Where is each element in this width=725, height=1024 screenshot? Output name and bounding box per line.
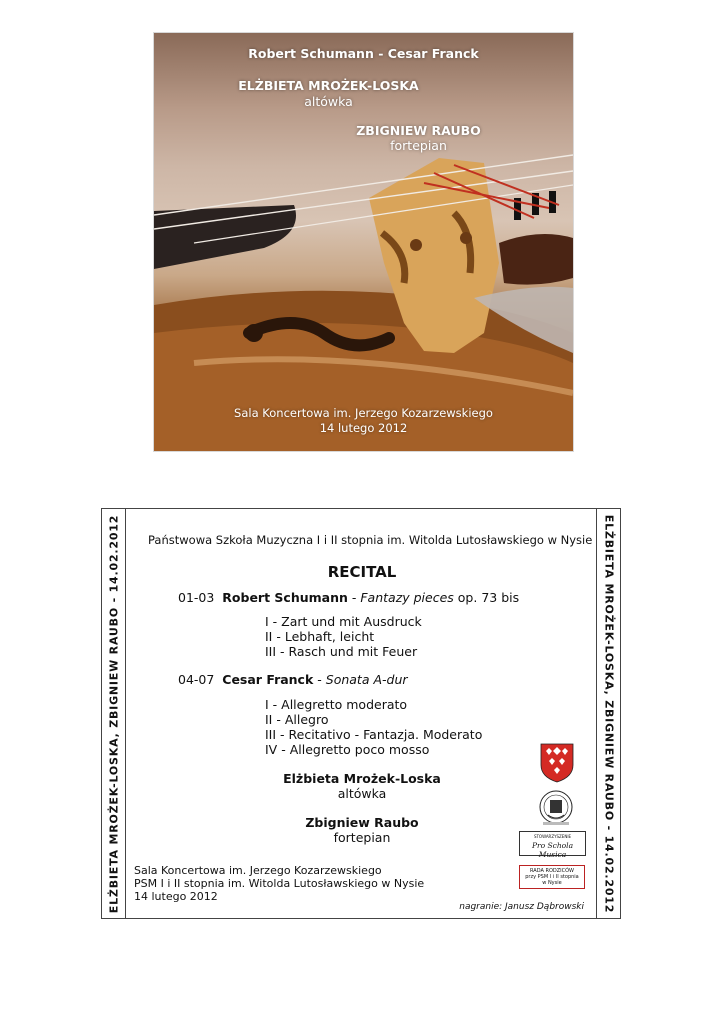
movement-item: II - Allegro	[265, 712, 329, 727]
cover-composers: Robert Schumann - Cesar Franck	[248, 46, 479, 61]
work-title: Sonata A-dur	[325, 672, 408, 687]
performer-name: Elżbieta Mrożek-Loska	[283, 771, 441, 786]
cover-date: 14 lutego 2012	[319, 421, 408, 435]
cover-performer2-instrument: fortepian	[390, 138, 447, 153]
program-item-schumann: 01-03 Robert Schumann - Fantazy pieces op. 73 bis	[178, 590, 520, 605]
track-range: 04-07	[178, 672, 215, 687]
movement-item: I - Allegretto moderato	[265, 697, 408, 712]
recital-title: RECITAL	[327, 563, 397, 581]
cd-cover	[153, 32, 574, 452]
composer-name: Cesar Franck	[222, 672, 314, 687]
performer-instrument: fortepian	[333, 830, 391, 845]
work-title: Fantazy pieces	[360, 590, 454, 605]
program-item-franck: 04-07 Cesar Franck - Sonata A-dur	[178, 672, 408, 687]
performer-instrument: altówka	[337, 786, 387, 801]
movement-item: III - Rasch und mit Feuer	[265, 644, 418, 659]
cover-performer2-name: ZBIGNIEW RAUBO	[356, 123, 481, 138]
parents-council-logo: RADA RODZICÓW przy PSM I i II stopnia w Nysie	[519, 865, 585, 889]
spine-right-text: ELŻBIETA MROŻEK-LOSKA, ZBIGNIEW RAUBO - 14.02.2012	[602, 514, 615, 913]
cd-inlay	[101, 508, 621, 919]
cover-performer1-name: ELŻBIETA MROŻEK-LOSKA	[238, 78, 419, 93]
nysa-coat-of-arms-icon	[540, 743, 574, 783]
track-range: 01-03	[178, 590, 215, 605]
spine-left-text: ELŻBIETA MROŻEK-LOSKA, ZBIGNIEW RAUBO - 14.02.2012	[107, 514, 120, 913]
spine-right	[596, 509, 620, 918]
movement-item: IV - Allegretto poco mosso	[265, 742, 430, 757]
opus-number: op. 73 bis	[453, 590, 520, 605]
movement-item: I - Zart und mit Ausdruck	[265, 614, 422, 629]
cover-performer1-instrument: altówka	[304, 94, 353, 109]
pro-schola-musica-logo: STOWARZYSZENIE Pro Schola Musica	[519, 831, 586, 856]
performer-name: Zbigniew Raubo	[305, 815, 419, 830]
movement-item: II - Lebhaft, leicht	[265, 629, 375, 644]
recording-venue: Sala Koncertowa im. Jerzego Kozarzewskiego PSM I i II stopnia im. Witolda Lutosławskiego w Nysie 14 lutego 2012	[134, 864, 425, 903]
recording-credit: nagranie: Janusz Dąbrowski	[459, 902, 584, 912]
movement-item: III - Recitativo - Fantazja. Moderato	[265, 727, 483, 742]
composer-name: Robert Schumann	[222, 590, 348, 605]
cover-venue: Sala Koncertowa im. Jerzego Kozarzewskiego	[234, 406, 493, 420]
school-emblem-icon	[535, 789, 577, 827]
spine-left	[102, 509, 126, 918]
school-name: Państwowa Szkoła Muzyczna I i II stopnia im. Witolda Lutosławskiego w Nysie	[148, 533, 593, 547]
